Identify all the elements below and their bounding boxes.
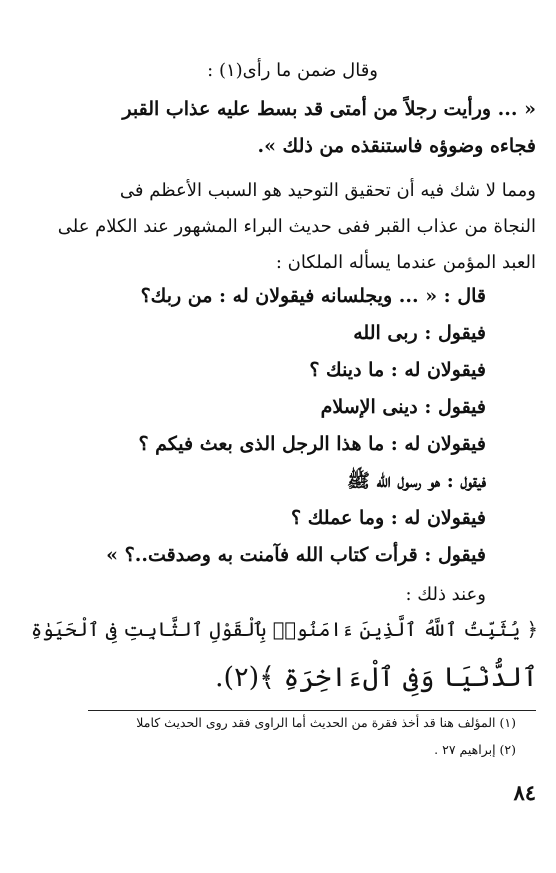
dialogue-line: فيقول : قرأت كتاب الله فآمنت به وصدقت..؟ » <box>106 544 486 566</box>
page-number: ٨٤ <box>513 780 536 805</box>
footnote-1: (١) المؤلف هنا قد أخذ فقرة من الحديث أما الراوى فقد روى الحديث كاملا <box>136 715 516 730</box>
dialogue-line: فيقول : دينى الإسلام <box>320 396 486 418</box>
quran-verse-line-2: ٱلدُّنْيَا وَفِى ٱلْءَاخِرَةِ ﴾(٢). <box>214 662 538 693</box>
dialogue-line: فيقولان له : ما دينك ؟ <box>309 359 486 381</box>
paragraph-line-3: العبد المؤمن عندما يسأله الملكان : <box>275 252 536 273</box>
quote-line-1: « ... ورأيت رجلاً من أمتى قد بسط عليه عذاب القبر <box>122 98 536 120</box>
dialogue-line: فيقولان له : ما هذا الرجل الذى بعث فيكم ؟ <box>138 433 486 455</box>
footnote-2: (٢) إبراهيم ٢٧ . <box>434 742 516 757</box>
dialogue-line: فيقولان له : وما عملك ؟ <box>291 507 486 529</box>
dialogue-line: فيقول : هو رسول الله ﷺ <box>346 470 486 492</box>
dialogue-line: فيقول : ربى الله <box>353 322 486 344</box>
quran-verse-line-1: ﴿ يُثَبِّتُ ٱللَّهُ ٱلَّذِينَ ءَامَنُوا۟ بِٱلْقَوْلِ ٱلثَّابِتِ فِى ٱلْحَيَوٰةِ <box>30 618 538 641</box>
and-then-line: وعند ذلك : <box>405 584 486 605</box>
footnote-divider <box>88 710 536 711</box>
quote-line-2: فجاءه وضوؤه فاستنقذه من ذلك ». <box>257 135 536 157</box>
intro-line: وقال ضمن ما رأى(١) : <box>207 60 378 81</box>
paragraph-line-1: ومما لا شك فيه أن تحقيق التوحيد هو السبب الأعظم فى <box>119 180 536 201</box>
dialogue-line: قال : « ... ويجلسانه فيقولان له : من ربك؟ <box>140 285 486 307</box>
paragraph-line-2: النجاة من عذاب القبر ففى حديث البراء المشهور عند الكلام على <box>57 216 536 237</box>
